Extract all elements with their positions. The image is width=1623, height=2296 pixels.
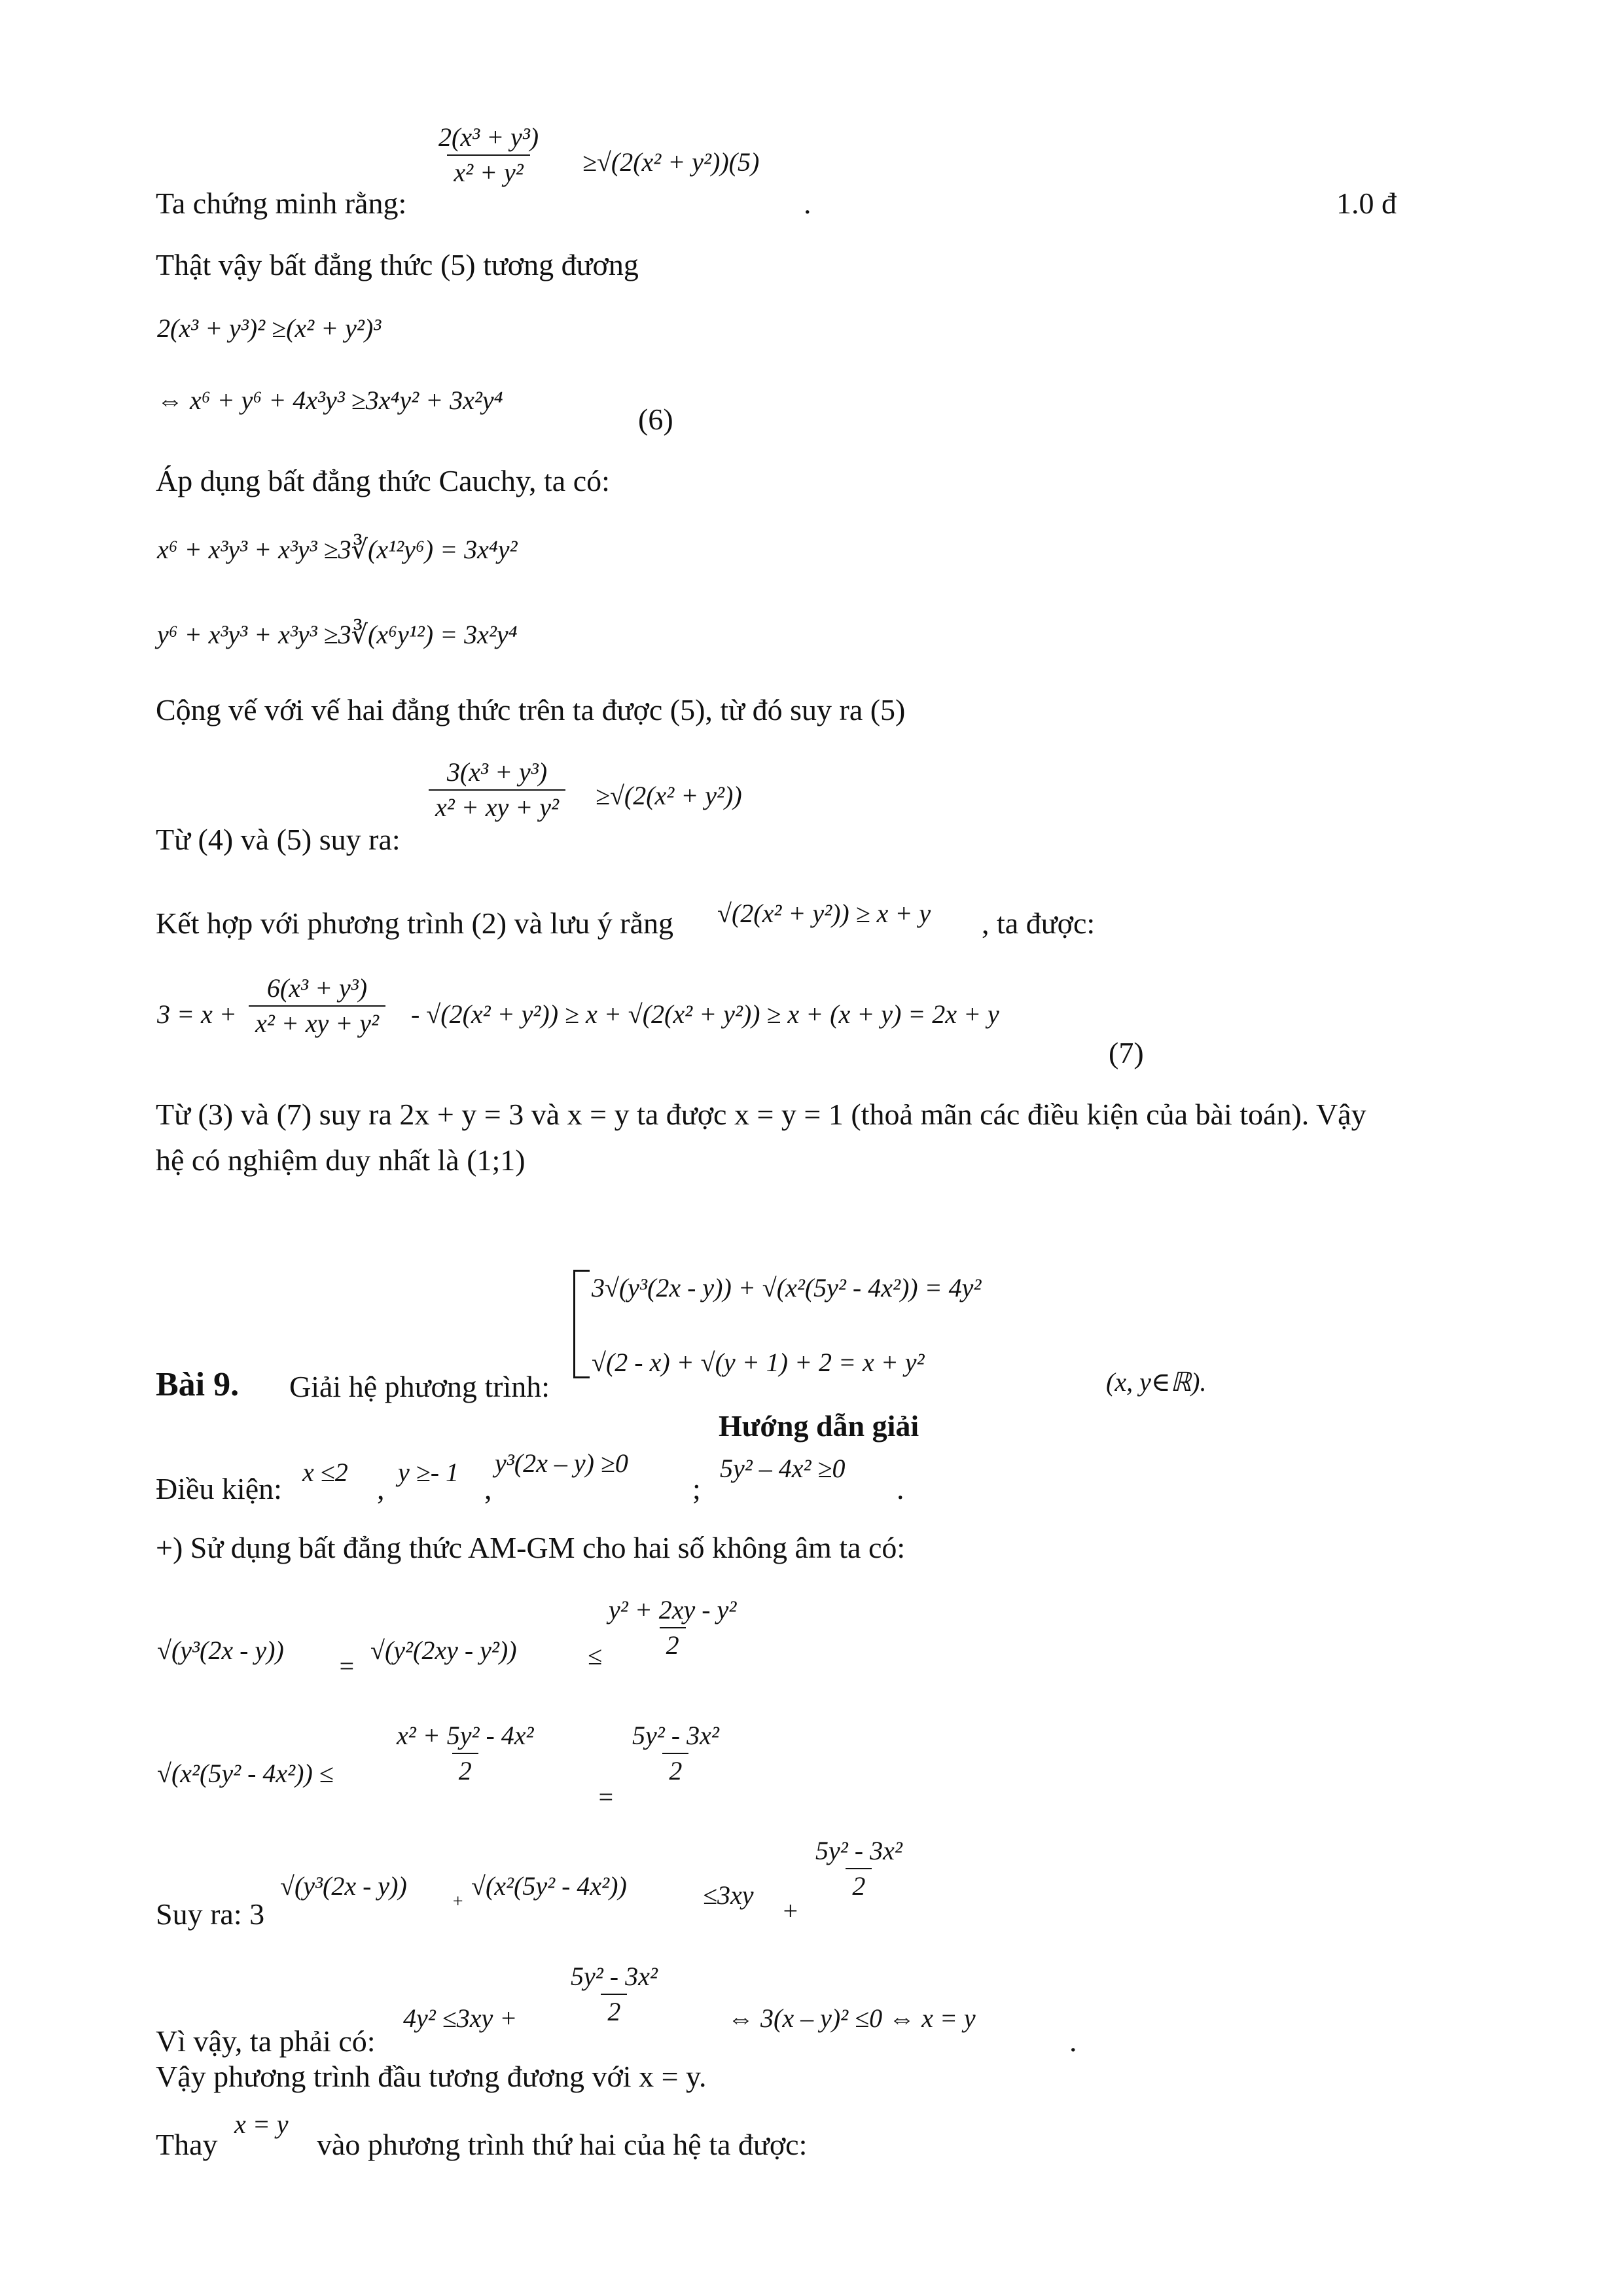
condition-3: y³(2x – y) ≥0 [495, 1448, 628, 1478]
equation-7-fraction [249, 975, 385, 1037]
fraction-denominator: x² + y² [447, 154, 529, 186]
amgm-2-fraction-2 [626, 1723, 726, 1784]
fraction-numerator: 2(x³ + y³) [438, 122, 539, 152]
condition-label: Điều kiện: [156, 1472, 282, 1505]
fraction-numerator: y² + 2xy - y² [609, 1595, 737, 1624]
problem-label: Giải hệ phương trình: [289, 1370, 550, 1403]
prove-fraction [432, 124, 545, 186]
conclusion-line-1: Từ (3) và (7) suy ra 2x + y = 3 và x = y ta được x = y = 1 (thoả mãn các điều kiện của bài toán). Vậy [156, 1098, 1366, 1131]
fraction-denominator: 2 [660, 1627, 686, 1659]
suyra-label: Suy ra: 3 [156, 1897, 265, 1931]
combine-label: Kết hợp với phương trình (2) và lưu ý rằng [156, 906, 673, 940]
equation-1: 2(x³ + y³)² ≥(x² + y²)³ [157, 314, 382, 343]
fraction-denominator: 2 [662, 1753, 688, 1784]
combine-tail: , ta được: [982, 906, 1096, 940]
equation-7-rhs: - √(2(x² + y²)) ≥ x + √(2(x² + y²)) ≥ x + (x + y) = 2x + y [411, 999, 999, 1029]
amgm-1-mid: √(y²(2xy - y²)) [370, 1636, 517, 1665]
condition-sep-2: , [484, 1472, 492, 1505]
suyra-plus: + [452, 1892, 464, 1912]
vivay-tail: ⇔ 3(x – y)² ≤0 ⇔ x = y [728, 2003, 976, 2033]
suyra-term-2: √(x²(5y² - 4x²)) [471, 1871, 627, 1901]
suyra-plus-2: + [781, 1896, 799, 1926]
fraction-numerator: 3(x³ + y³) [446, 757, 548, 787]
system-equation-1: 3√(y³(2x - y)) + √(x²(5y² - 4x²)) = 4y² [592, 1273, 982, 1302]
prove-dot: . [804, 187, 812, 220]
substitute-post: vào phương trình thứ hai của hệ ta được: [317, 2128, 808, 2161]
combine-expression: √(2(x² + y²)) ≥ x + y [717, 899, 931, 928]
suyra-fraction [809, 1838, 909, 1899]
suyra-le: ≤3xy [703, 1880, 754, 1910]
system-brace [573, 1270, 590, 1378]
equation-3: x⁶ + x³y³ + x³y³ ≥3∛(x¹²y⁶) = 3x⁴y² [157, 535, 518, 564]
equation-7-tag: (7) [1109, 1036, 1144, 1069]
paragraph-cauchy: Áp dụng bất đẳng thức Cauchy, ta có: [156, 464, 610, 497]
paragraph-equivalent: Thật vậy bất đẳng thức (5) tương đương [156, 248, 639, 281]
fraction-numerator: 5y² - 3x² [571, 1962, 658, 1991]
amgm-2-fraction-1 [390, 1723, 541, 1784]
fraction-numerator: 6(x³ + y³) [266, 973, 368, 1003]
condition-2: y ≥- 1 [398, 1458, 459, 1487]
amgm-1-lhs: √(y³(2x - y)) [157, 1636, 284, 1665]
conclusion-line-2: hệ có nghiệm duy nhất là (1;1) [156, 1143, 526, 1177]
condition-sep-3: ; [692, 1472, 701, 1505]
prove-rhs: ≥√(2(x² + y²))(5) [582, 147, 760, 177]
from-4-5-rhs: ≥√(2(x² + y²)) [596, 781, 742, 810]
paragraph-amgm: +) Sử dụng bất đẳng thức AM-GM cho hai số không âm ta có: [156, 1531, 906, 1564]
paragraph-add: Cộng vế với vế hai đẳng thức trên ta được (5), từ đó suy ra (5) [156, 693, 906, 726]
suyra-term-1: √(y³(2x - y)) [280, 1871, 407, 1901]
from-4-5-label: Từ (4) và (5) suy ra: [156, 823, 401, 856]
guide-heading: Hướng dẫn giải [719, 1409, 919, 1443]
condition-sep-1: , [377, 1472, 385, 1505]
amgm-2-eq: = [597, 1782, 615, 1812]
problem-domain: (x, y∈ℝ). [1106, 1367, 1207, 1397]
substitute-pre: Thay [156, 2128, 218, 2161]
score-label: 1.0 đ [1336, 187, 1397, 220]
amgm-1-eq: = [338, 1651, 355, 1681]
equation-2-tag: (6) [638, 403, 673, 436]
problem-title: Bài 9. [156, 1366, 240, 1403]
equation-4: y⁶ + x³y³ + x³y³ ≥3∛(x⁶y¹²) = 3x²y⁴ [157, 620, 518, 649]
vivay-label: Vì vậy, ta phải có: [156, 2024, 376, 2058]
vivay-expression: 4y² ≤3xy + [403, 2003, 518, 2033]
condition-1: x ≤2 [302, 1458, 348, 1487]
fraction-denominator: 2 [846, 1868, 872, 1899]
substitute-expression: x = y [234, 2109, 289, 2139]
equation-2: ⇔ x⁶ + y⁶ + 4x³y³ ≥3x⁴y² + 3x²y⁴ [157, 386, 503, 415]
fraction-denominator: x² + xy + y² [249, 1005, 385, 1037]
fraction-denominator: x² + xy + y² [429, 789, 565, 821]
amgm-1-le: ≤ [588, 1641, 602, 1670]
amgm-1-fraction [602, 1597, 743, 1659]
prove-label: Ta chứng minh rằng: [156, 187, 407, 220]
fraction-numerator: x² + 5y² - 4x² [397, 1721, 534, 1750]
condition-end: . [897, 1472, 904, 1505]
fraction-denominator: 2 [601, 1994, 627, 2025]
fraction-numerator: 5y² - 3x² [815, 1836, 902, 1865]
system-equation-2: √(2 - x) + √(y + 1) + 2 = x + y² [592, 1348, 925, 1377]
fraction-denominator: 2 [452, 1753, 478, 1784]
vivay-fraction [564, 1964, 664, 2025]
fraction-numerator: 5y² - 3x² [632, 1721, 719, 1750]
equation-7-lhs: 3 = x + [157, 999, 237, 1029]
condition-4: 5y² – 4x² ≥0 [720, 1454, 846, 1483]
paragraph-equivalent-x-y: Vậy phương trình đầu tương đương với x = y. [156, 2060, 707, 2093]
from-4-5-fraction [429, 759, 565, 821]
vivay-dot: . [1069, 2024, 1077, 2058]
amgm-2-lhs: √(x²(5y² - 4x²)) ≤ [157, 1759, 334, 1788]
